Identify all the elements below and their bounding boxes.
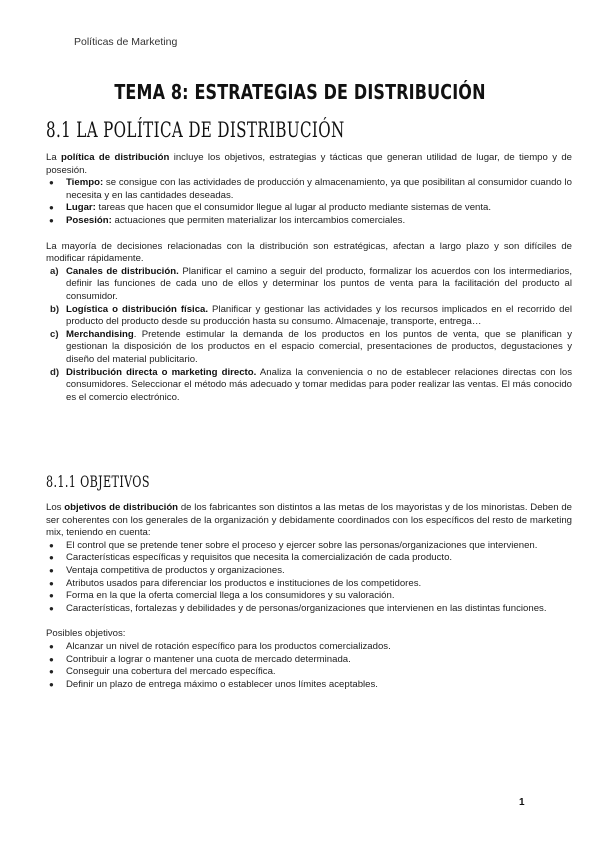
list-item: ● Definir un plazo de entrega máximo o establecer unos límites aceptables. (46, 679, 572, 692)
page-number: 1 (519, 797, 525, 808)
list-item: ● Alcanzar un nivel de rotación específico para los productos comercializados. (46, 641, 572, 654)
list-item: c) Merchandising. Pretende estimular la demanda de los productos en los puntos de venta, que se planifican y gestionan la disposición de los productos en el espacio comercial, presentaciones de productos, degustaciones y diseño del material publicitario. (50, 328, 572, 365)
list-item: ● Ventaja competitiva de productos y organizaciones. (46, 565, 572, 578)
considerations-list (46, 540, 572, 616)
list-item: b) Logística o distribución física. Planificar y gestionar las actividades y los recursos implicados en el recorrido del producto del producto desde su producción hasta su consumo. Almacenaje, transporte, entrega… (50, 303, 572, 328)
possible-objectives-label: Posibles objetivos: (46, 628, 126, 640)
running-header: Políticas de Marketing (74, 36, 178, 48)
section-2-body (46, 502, 572, 691)
list-item: d) Distribución directa o marketing directo. Analiza la conveniencia o no de establecer relaciones directas con los consumidores. Seleccionar el método más adecuado y tomar medidas para poder realizar las ventas. El más conocido es el comercio electrónico. (50, 366, 572, 403)
list-item: a) Canales de distribución. Planificar el camino a seguir del producto, formalizar los acuerdos con los intermediarios, definir las funciones de cada uno de ellos y determinar los puntos de venta para la facilitación del producto al consumidor. (50, 265, 572, 302)
paragraph: La mayoría de decisiones relacionadas con la distribución son estratégicas, afectan a largo plazo y son difíciles de modificar rápidamente. (46, 240, 572, 265)
intro-paragraph: Los objetivos de distribución de los fabricantes son distintos a las metas de los mayoristas y de los minoristas. Deben de ser coherentes con los generales de la organización y debidamente coordinados con los específicos del resto de marketing mix, teniendo en cuenta: (46, 502, 572, 539)
utility-list (46, 177, 572, 227)
intro-term: política de distribución (61, 152, 170, 163)
list-item: ● Características específicas y requisitos que necesita la comercialización de cada producto. (46, 552, 572, 565)
intro-term: objetivos de distribución (64, 502, 179, 513)
chapter-title: TEMA 8: ESTRATEGIAS DE DISTRIBUCIÓN (114, 80, 486, 104)
section-1-body (46, 152, 572, 404)
list-item: ● Características, fortalezas y debilidades y de personas/organizaciones que intervienen en las distintas funciones. (46, 603, 572, 616)
list-item: ● El control que se pretende tener sobre el proceso y ejercer sobre las personas/organizaciones que intervienen. (46, 540, 572, 553)
list-item: ● Contribuir a lograr o mantener una cuota de mercado determinada. (46, 654, 572, 667)
possible-objectives-list (46, 641, 572, 691)
intro-paragraph: La política de distribución incluye los objetivos, estrategias y tácticas que generan utilidad de lugar, de tiempo y de posesión. (46, 152, 572, 176)
section-heading: 8.1 LA POLÍTICA DE DISTRIBUCIÓN (46, 118, 345, 142)
list-item: ● Atributos usados para diferenciar los productos e instituciones de los competidores. (46, 578, 572, 591)
list-item: ● Posesión: actuaciones que permiten materializar los intercambios comerciales. (46, 215, 572, 228)
subsection-heading: 8.1.1 OBJETIVOS (46, 473, 150, 491)
list-item: ● Conseguir una cobertura del mercado específica. (46, 666, 572, 679)
list-item: ● Lugar: tareas que hacen que el consumidor llegue al lugar al producto mediante sistemas de venta. (46, 202, 572, 215)
decision-list (46, 266, 572, 405)
list-item: ● Forma en la que la oferta comercial llega a los consumidores y su valoración. (46, 590, 572, 603)
list-item: ● Tiempo: se consigue con las actividades de producción y almacenamiento, ya que posibilitan al consumidor cuando lo necesita y en las cantidades deseadas. (46, 177, 572, 202)
